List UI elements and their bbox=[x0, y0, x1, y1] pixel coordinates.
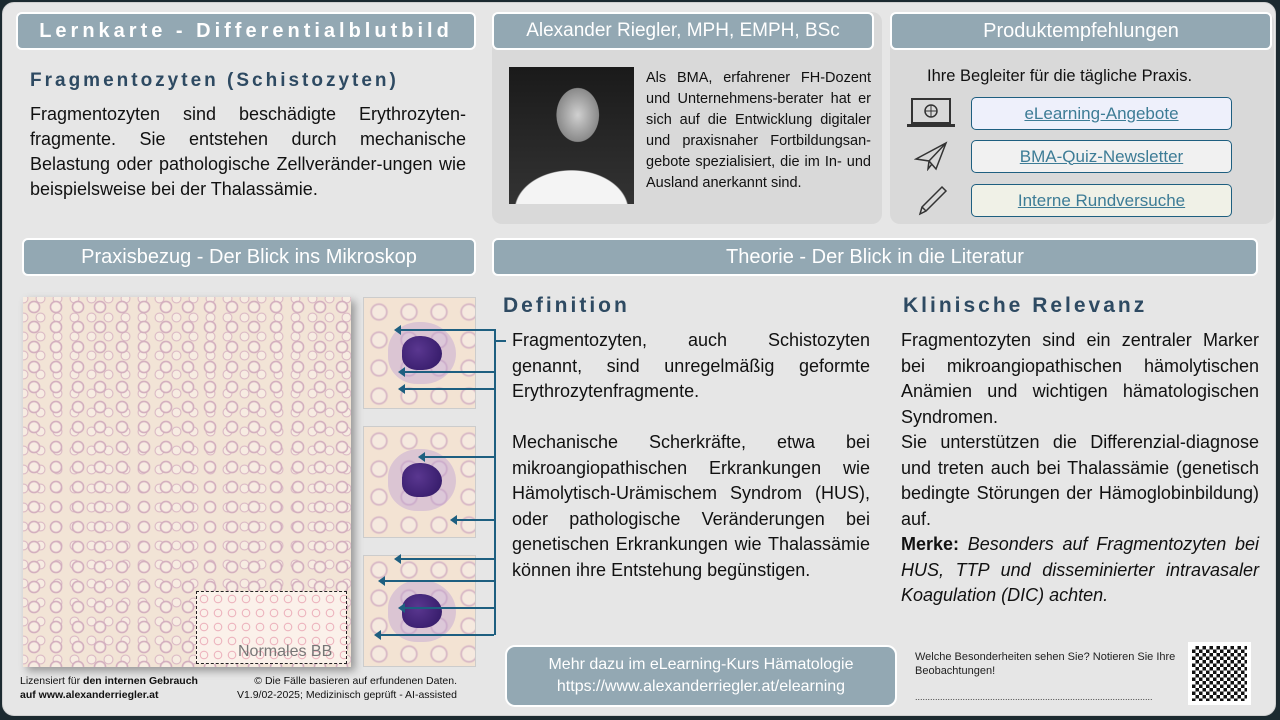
license-pre: Lizensiert für bbox=[20, 675, 84, 687]
author-photo bbox=[509, 67, 634, 204]
arrow-2 bbox=[404, 371, 494, 373]
normal-blood-label: Normales BB bbox=[238, 643, 333, 660]
rundversuche-link[interactable]: Interne Rundversuche bbox=[971, 184, 1232, 217]
products-title: Produktempfehlungen bbox=[890, 12, 1272, 50]
license-note bbox=[20, 674, 198, 702]
clinical-text bbox=[901, 328, 1259, 609]
clinical-text-2: Sie unterstützen die Differenzial-diagnose und treten auch bei Thalassämie (genetisch bedingte Störungen der Hämoglobinbildung) auf. bbox=[901, 432, 1259, 529]
topic-heading: Fragmentozyten (Schistozyten) bbox=[30, 70, 399, 91]
topic-text: Fragmentozyten sind beschädigte Erythrozyten-fragmente. Sie entstehen durch mechanische Belastung oder pathologische Zellveränder-ungen wie beispielsweise bei der Thalassämie. bbox=[30, 104, 466, 199]
definition-heading: Definition bbox=[503, 294, 630, 317]
observation-line[interactable]: ............................................................................................... bbox=[915, 692, 1153, 702]
arrow-5 bbox=[456, 519, 494, 521]
theory-title: Theorie - Der Blick in die Literatur bbox=[492, 238, 1258, 276]
arrow-1 bbox=[400, 329, 494, 331]
card-title: Lernkarte - Differentialblutbild bbox=[16, 12, 476, 50]
definition-text-2: Mechanische Scherkräfte, etwa bei mikroangiopathischen Erkrankungen wie Hämolytisch-Urämischem Syndrom (HUS), oder pathologische Veränderungen bei genetischen Erkrankungen wie Thalassämie können ihre Entstehung begünstigen. bbox=[512, 432, 870, 580]
course-url: https://www.alexanderriegler.at/elearning bbox=[556, 678, 846, 695]
fragmentocyte-closeup-2 bbox=[363, 426, 476, 538]
author-bio: Als BMA, erfahrener FH-Dozent und Unternehmens-berater hat er sich auf die Entwicklung digitaler und praxisnaher Fortbildungsan-gebote spezialisiert, die im In- und Ausland anerkannt sind. bbox=[646, 70, 871, 191]
license-bold: den internen Gebrauch bbox=[83, 675, 198, 687]
clinical-text-1: Fragmentozyten sind ein zentraler Marker bei mikroangiopathischen hämolytischen Anämien und wichtigen hämatologischen Syndromen. bbox=[901, 330, 1259, 427]
merke-text: Besonders auf Fragmentozyten bei HUS, TTP und disseminierter intravasaler Koagulation (DIC) achten. bbox=[901, 534, 1259, 605]
paper-plane-icon bbox=[914, 141, 948, 171]
newsletter-link[interactable]: BMA-Quiz-Newsletter bbox=[971, 140, 1232, 173]
elearning-link[interactable]: eLearning-Angebote bbox=[971, 97, 1232, 130]
arrow-connector bbox=[494, 329, 496, 635]
fragmentocyte-closeup-1 bbox=[363, 297, 476, 409]
disclaimer bbox=[205, 674, 457, 702]
laptop-globe-icon bbox=[906, 97, 956, 129]
arrow-8 bbox=[404, 607, 494, 609]
version-text: V1.9/02-2025; Medizinisch geprüft - AI-assisted bbox=[236, 689, 457, 701]
pen-icon bbox=[916, 184, 948, 216]
definition-text-1: Fragmentozyten, auch Schistozyten genannt, sind unregelmäßig geformte Erythrozytenfragmente. bbox=[512, 330, 870, 401]
merke-note bbox=[901, 532, 1259, 609]
disclaimer-text: © Die Fälle basieren auf erfundenen Daten. bbox=[254, 675, 457, 687]
clinical-heading: Klinische Relevanz bbox=[903, 294, 1148, 317]
author-name: Alexander Riegler, MPH, EMPH, BSc bbox=[492, 12, 874, 50]
practice-title: Praxisbezug - Der Blick ins Mikroskop bbox=[22, 238, 476, 276]
license-site: auf www.alexanderriegler.at bbox=[20, 689, 159, 701]
products-subtitle: Ihre Begleiter für die tägliche Praxis. bbox=[927, 67, 1193, 85]
course-line-1: Mehr dazu im eLearning-Kurs Hämatologie bbox=[548, 656, 854, 673]
qr-code[interactable] bbox=[1188, 642, 1251, 705]
fragmentocyte-closeup-3 bbox=[363, 555, 476, 667]
course-link-button[interactable] bbox=[505, 645, 897, 707]
merke-label: Merke: bbox=[901, 534, 960, 554]
arrow-7 bbox=[384, 580, 494, 582]
arrow-4 bbox=[424, 456, 494, 458]
arrow-6 bbox=[400, 558, 494, 560]
observation-prompt: Welche Besonderheiten sehen Sie? Notieren Sie Ihre Beobachtungen! bbox=[915, 651, 1176, 677]
definition-tick bbox=[494, 340, 506, 342]
arrow-3 bbox=[404, 388, 494, 390]
arrow-9 bbox=[380, 634, 494, 636]
